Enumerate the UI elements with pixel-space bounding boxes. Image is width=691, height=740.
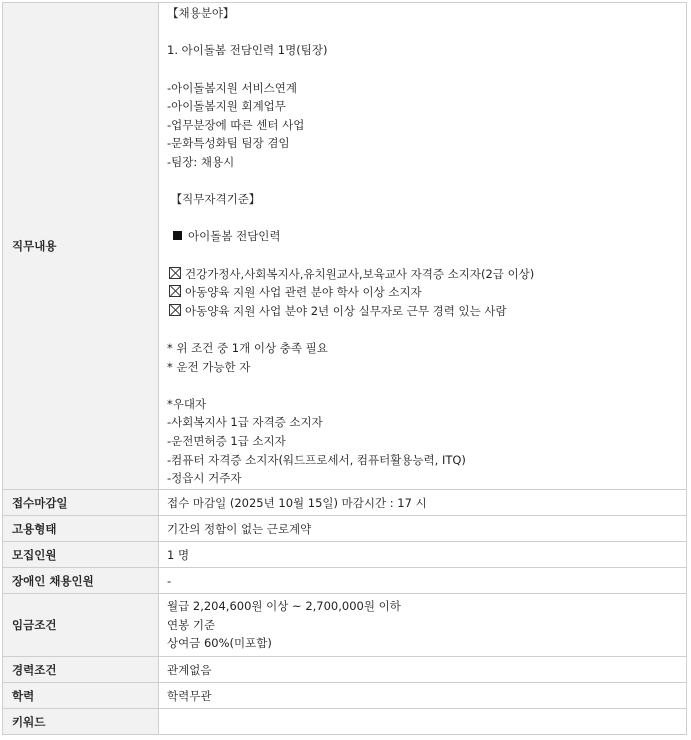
note-item: * 위 조건 중 1개 이상 충족 필요 (167, 340, 328, 355)
row-duty (3, 3, 687, 490)
disabled-hiring-value: - (159, 568, 687, 594)
row-deadline (3, 490, 687, 516)
task-item: -업무분장에 따른 센터 사업 (167, 117, 305, 132)
preferred-item: -사회복지사 1급 자격증 소지자 (167, 415, 323, 430)
row-disabled (3, 568, 687, 594)
task-item: -아이돌봄지원 회계업무 (167, 99, 286, 114)
label-education: 학력 (3, 683, 159, 709)
label-career: 경력조건 (3, 657, 159, 683)
label-duty: 직무내용 (3, 3, 159, 490)
qualification-item (167, 265, 686, 284)
duty-content (159, 3, 687, 490)
qualification-text: 건강가정사,사회복지사,유치원교사,보육교사 자격증 소지자(2급 이상) (185, 266, 535, 281)
black-square-icon (173, 231, 182, 240)
preferred-item: -컴퓨터 자격증 소지자(워드프로세서, 컴퓨터활용능력, ITQ) (167, 452, 466, 467)
keyword-value (159, 709, 687, 735)
row-employment (3, 516, 687, 542)
job-details-table (2, 2, 687, 735)
label-employment: 고용형태 (3, 516, 159, 542)
label-salary: 임금조건 (3, 594, 159, 657)
subsection-label: 아이돌봄 전담인력 (188, 229, 281, 244)
label-disabled-hiring: 장애인 채용인원 (3, 568, 159, 594)
section-title-field: 【채용분야】 (167, 6, 235, 21)
education-value: 학력무관 (159, 683, 687, 709)
crossed-box-icon (169, 304, 181, 316)
section-title-qualification: 【직무자격기준】 (167, 192, 261, 207)
career-value: 관계없음 (159, 657, 687, 683)
label-headcount: 모집인원 (3, 542, 159, 568)
crossed-box-icon (169, 267, 181, 279)
qualification-text: 아동양육 지원 사업 관련 분야 학사 이상 소지자 (185, 285, 422, 300)
task-item: -아이돌봄지원 서비스연계 (167, 80, 298, 95)
task-item: -문화특성화팀 팀장 겸임 (167, 136, 290, 151)
employment-value: 기간의 정함이 없는 근로계약 (159, 516, 687, 542)
salary-line: 연봉 기준 (167, 617, 216, 632)
preferred-title: *우대자 (167, 396, 207, 411)
label-deadline: 접수마감일 (3, 490, 159, 516)
salary-line: 상여금 60%(미포함) (167, 636, 272, 651)
headcount-value: 1 명 (159, 542, 687, 568)
salary-line: 월급 2,204,600원 이상 ~ 2,700,000원 이하 (167, 599, 401, 614)
row-headcount (3, 542, 687, 568)
qualification-item (167, 283, 686, 302)
row-education (3, 683, 687, 709)
position-line: 1. 아이돌봄 전담인력 1명(팀장) (167, 43, 328, 58)
label-keyword: 키워드 (3, 709, 159, 735)
row-salary (3, 594, 687, 657)
row-career (3, 657, 687, 683)
qualification-text: 아동양육 지원 사업 분야 2년 이상 실무자로 근무 경력 있는 사람 (185, 303, 507, 318)
task-item: -팀장: 채용시 (167, 155, 235, 170)
deadline-value: 접수 마감일 (2025년 10월 15일) 마감시간 : 17 시 (159, 490, 687, 516)
crossed-box-icon (169, 285, 181, 297)
salary-value (159, 594, 687, 657)
row-keyword (3, 709, 687, 735)
preferred-item: -정읍시 거주자 (167, 471, 242, 486)
qualification-item (167, 302, 686, 321)
subsection-title (167, 227, 686, 246)
preferred-item: -운전면허증 1급 소지자 (167, 433, 286, 448)
note-item: * 운전 가능한 자 (167, 359, 251, 374)
